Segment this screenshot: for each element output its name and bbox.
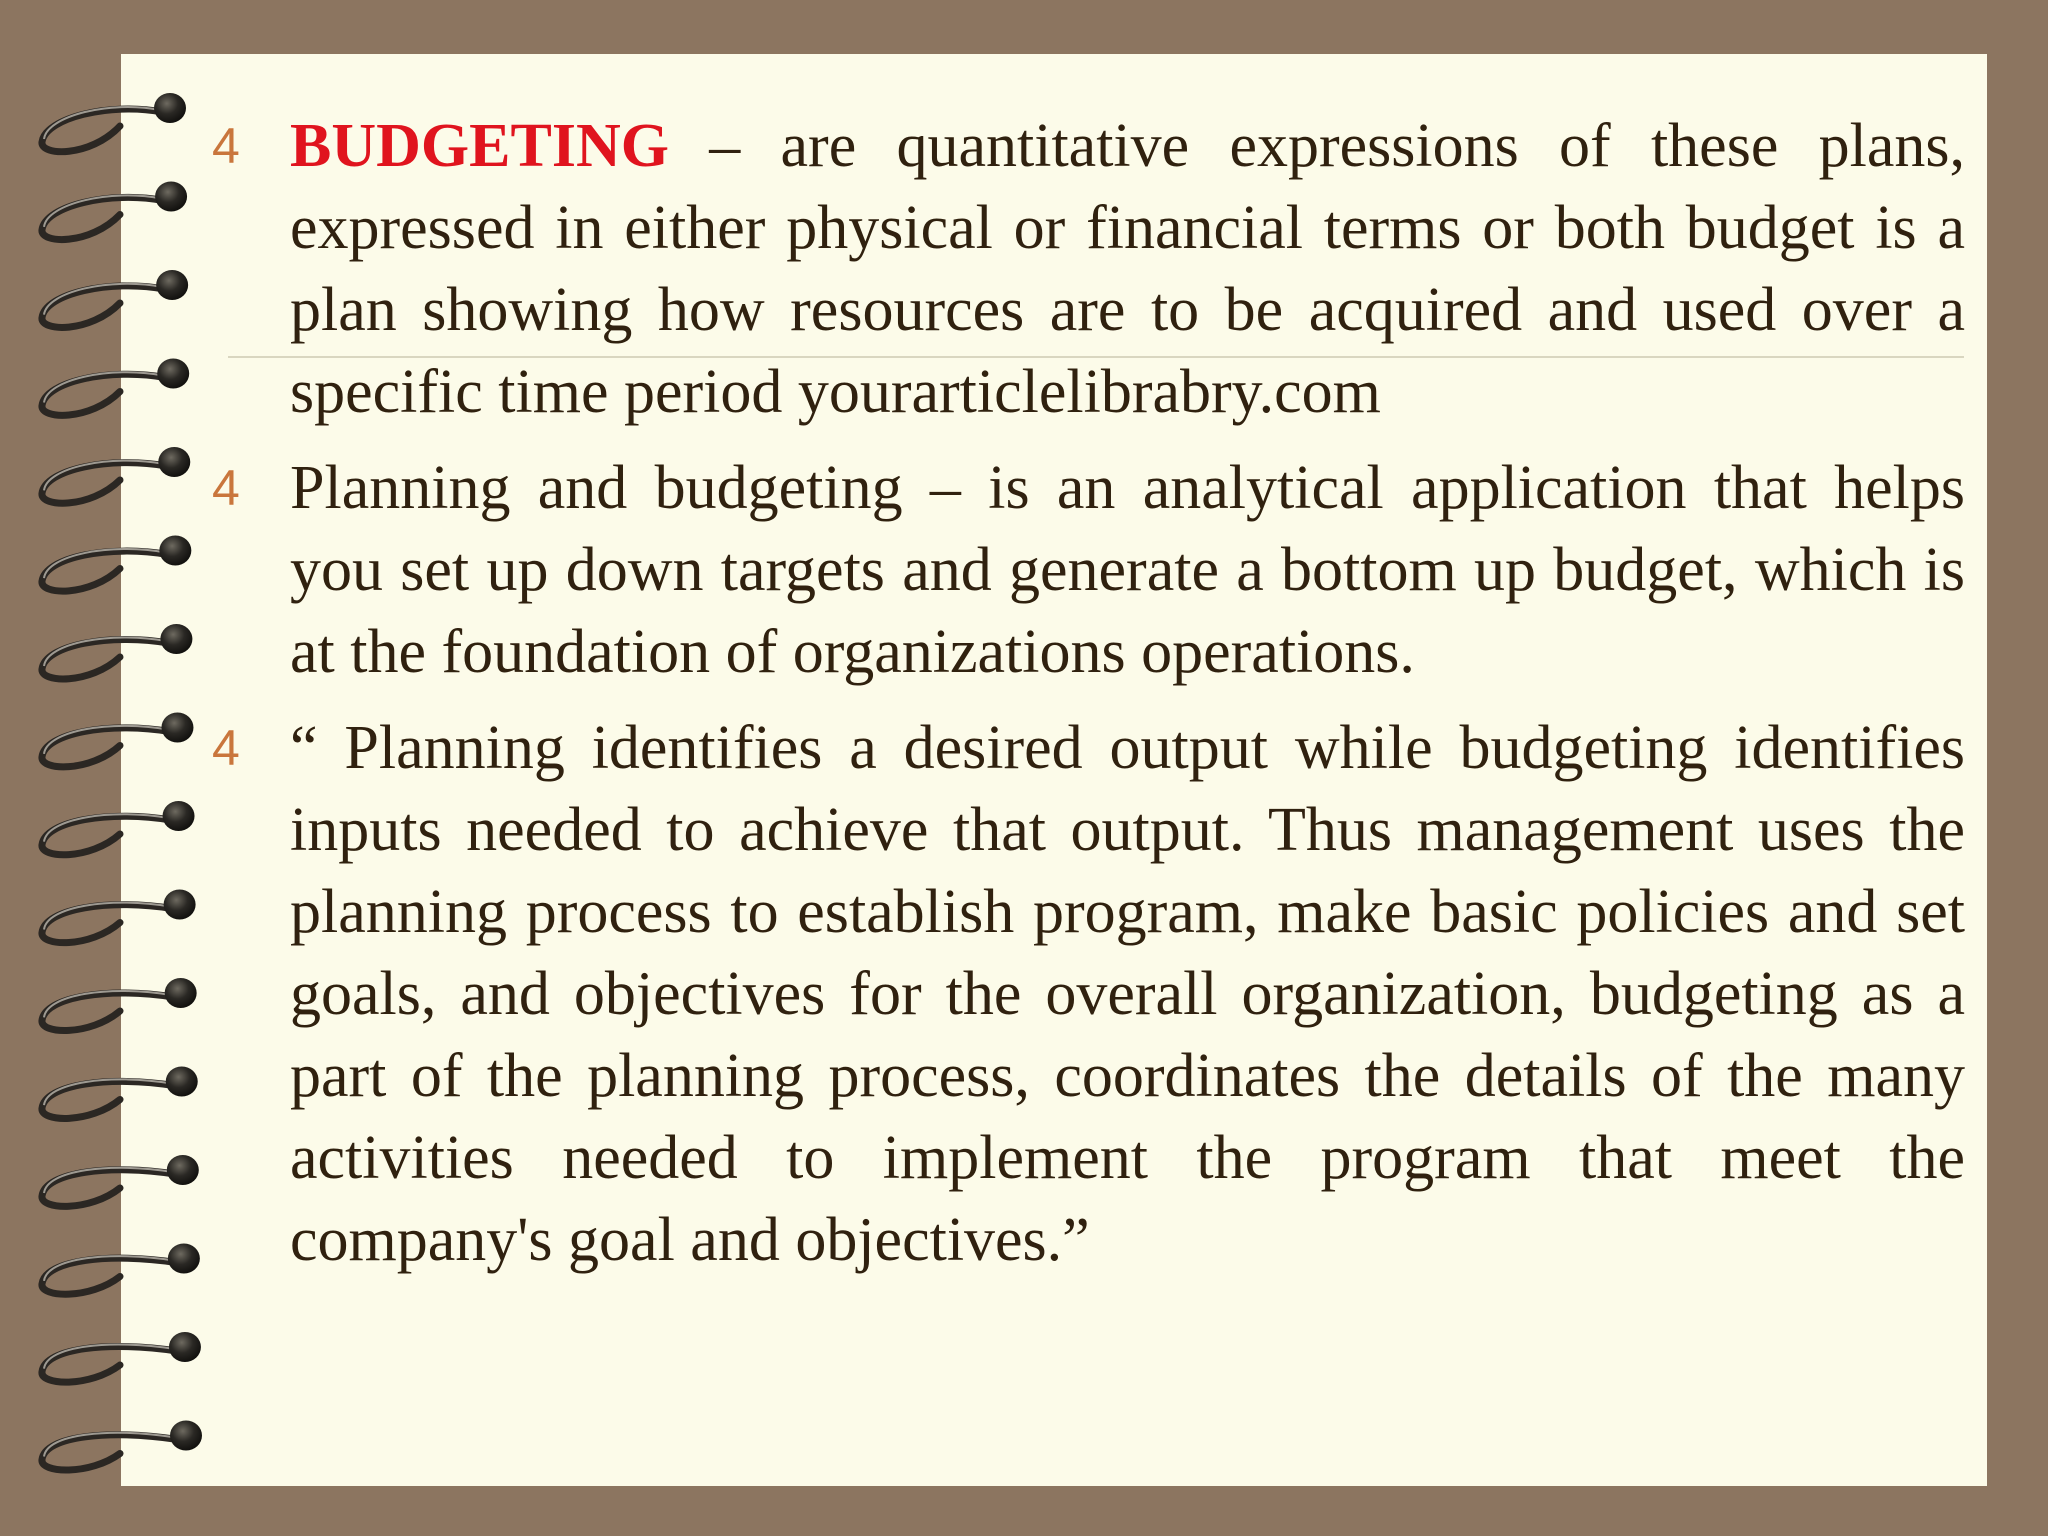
binding-hole: [167, 1155, 199, 1185]
spiral-wire: [42, 905, 172, 943]
bullet-marker: 4: [212, 720, 240, 776]
bullet-text: Planning and budgeting – is an analytical application that helps you set up down targets and generate a bottom up budget, which is at the foundation of organizations operations.: [290, 454, 1965, 686]
binding-hole: [159, 536, 191, 566]
bullet-planning-and-budgeting: [205, 447, 1965, 693]
spiral-wire: [42, 197, 163, 239]
binding-hole: [160, 624, 192, 654]
spiral-wire: [42, 109, 162, 152]
binding-hole: [168, 1244, 200, 1274]
bullet-marker: 4: [212, 460, 240, 516]
spiral-binding: [0, 0, 230, 1536]
bullet-quote: [205, 707, 1965, 1281]
bullet-text: “ Planning identifies a desired output while budgeting identifies inputs needed to achieve that output. Thus management uses the planning process to establish program, make basic policies and set goals, and objectives for the overall organization, budgeting as a part of the planning process, coordinates the details of the many activities needed to implement the program that meet the company's goal and objectives.”: [290, 714, 1965, 1274]
bullet-budgeting: [205, 105, 1965, 433]
binding-hole: [163, 801, 195, 831]
bullet-text: – are quantitative expressions of these plans, expressed in either physical or financial terms or both budget is a plan showing how resources are to be acquired and used over a specific time period yourarticlelibrabry.com: [290, 112, 1965, 426]
binding-hole: [164, 890, 196, 920]
spiral-wire: [42, 1081, 174, 1118]
spiral-wire: [42, 463, 166, 504]
spiral-wire: [42, 993, 173, 1031]
binding-hole: [155, 182, 187, 212]
binding-hole: [157, 359, 189, 389]
bullet-list: [205, 105, 1965, 1281]
spiral-wire: [42, 816, 171, 854]
binding-hole: [154, 93, 186, 123]
binding-hole: [156, 270, 188, 300]
binding-hole: [169, 1332, 201, 1362]
binding-hole: [158, 447, 190, 477]
spiral-wire: [42, 551, 167, 591]
spiral-wire: [42, 374, 165, 415]
spiral-wire: [42, 639, 168, 679]
spiral-wire: [42, 286, 164, 328]
keyword-budgeting: BUDGETING: [290, 112, 669, 180]
binding-hole: [165, 978, 197, 1008]
spiral-wire: [42, 728, 170, 767]
bullet-marker: 4: [212, 118, 240, 174]
binding-hole: [170, 1421, 202, 1451]
binding-hole: [166, 1067, 198, 1097]
binding-hole: [161, 713, 193, 743]
